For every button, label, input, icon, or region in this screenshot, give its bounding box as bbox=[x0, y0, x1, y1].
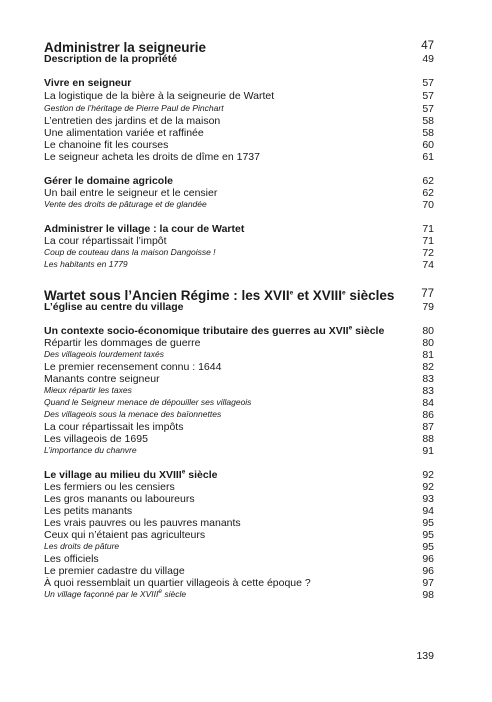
toc-entry-page: 80 bbox=[422, 337, 434, 349]
toc-entry-title: Gérer le domaine agricole bbox=[44, 175, 173, 187]
toc-entry-page: 58 bbox=[422, 127, 434, 139]
toc-entry-page: 62 bbox=[422, 187, 434, 199]
toc-entry-page: 87 bbox=[422, 421, 434, 433]
toc-entry-page: 57 bbox=[422, 77, 434, 89]
toc-entry-title: L’entretien des jardins et de la maison bbox=[44, 115, 221, 127]
toc-entry-title: Coup de couteau dans la maison Dangoisse ! bbox=[44, 247, 216, 257]
title-segment: Wartet sous l’Ancien Régime : les XVII bbox=[44, 288, 290, 303]
toc-entry-title bbox=[44, 589, 186, 599]
toc-entry-page: 80 bbox=[422, 325, 434, 337]
title-segment: Un village façonné par le XVIII bbox=[44, 589, 159, 599]
toc-entry-title: Vivre en seigneur bbox=[44, 77, 132, 89]
toc-entry-title: La cour répartissait les impôts bbox=[44, 421, 184, 433]
toc-entry-page: 71 bbox=[422, 223, 434, 235]
toc-entry-page: 91 bbox=[422, 445, 434, 457]
toc-entry-page: 94 bbox=[422, 505, 434, 517]
toc-entry-title: Description de la propriété bbox=[44, 53, 178, 65]
title-segment: Un contexte socio-économique tributaire des guerres au XVII bbox=[44, 325, 349, 337]
toc-entry-page: 95 bbox=[422, 529, 434, 541]
toc-entry-title: L’importance du chanvre bbox=[44, 445, 137, 455]
toc-entry-page: 96 bbox=[422, 565, 434, 577]
toc-entry-title bbox=[44, 469, 217, 481]
toc-entry-title: Répartir les dommages de guerre bbox=[44, 337, 201, 349]
toc-entry-title: La cour répartissait l’impôt bbox=[44, 235, 167, 247]
toc-entry-title: Les gros manants ou laboureurs bbox=[44, 493, 195, 505]
toc-entry-page: 62 bbox=[422, 175, 434, 187]
title-segment: et XVIII bbox=[293, 288, 342, 303]
toc-entry-page: 92 bbox=[422, 481, 434, 493]
toc-entry-title: L’église au centre du village bbox=[44, 301, 184, 313]
toc-entry-title: Les fermiers ou les censiers bbox=[44, 481, 175, 493]
toc-entry-page: 72 bbox=[422, 247, 434, 259]
toc-entry-title: Gestion de l’héritage de Pierre Paul de Pinchart bbox=[44, 103, 224, 113]
table-of-contents bbox=[44, 0, 434, 702]
toc-entry-page: 95 bbox=[422, 541, 434, 553]
toc-entry-title: À quoi ressemblait un quartier villageois à cette époque ? bbox=[44, 577, 311, 589]
toc-entry-page: 58 bbox=[422, 115, 434, 127]
toc-entry-title: Le seigneur acheta les droits de dîme en 1737 bbox=[44, 151, 260, 163]
superscript-e: e bbox=[181, 468, 186, 476]
title-segment: siècle bbox=[185, 469, 218, 481]
toc-entry-page: 81 bbox=[422, 349, 434, 361]
toc-entry-title: Vente des droits de pâturage et de glandée bbox=[44, 199, 207, 209]
toc-entry-page: 71 bbox=[422, 235, 434, 247]
toc-entry-page: 57 bbox=[422, 90, 434, 102]
toc-entry-title: Des villageois sous la menace des baïonnettes bbox=[44, 409, 222, 419]
toc-entry-title: Administrer la seigneurie bbox=[44, 40, 207, 55]
toc-entry-page: 83 bbox=[422, 373, 434, 385]
toc-entry-title: Administrer le village : la cour de Wartet bbox=[44, 223, 245, 235]
toc-entry-title: Le chanoine fit les courses bbox=[44, 139, 169, 151]
superscript-e: e bbox=[348, 324, 353, 332]
toc-entry-title: Ceux qui n’étaient pas agriculteurs bbox=[44, 529, 206, 541]
toc-entry-page: 84 bbox=[422, 397, 434, 409]
toc-entry-page: 61 bbox=[422, 151, 434, 163]
toc-entry-title: Des villageois lourdement taxés bbox=[44, 349, 165, 359]
page-number: 139 bbox=[416, 650, 434, 662]
toc-entry-title: Quand le Seigneur menace de dépouiller ses villageois bbox=[44, 397, 252, 407]
title-segment: siècles bbox=[345, 288, 395, 303]
toc-entry-page: 83 bbox=[422, 385, 434, 397]
superscript-e: e bbox=[341, 289, 346, 297]
toc-entry-page: 77 bbox=[421, 288, 434, 300]
title-segment: Le village au milieu du XVIII bbox=[44, 469, 182, 481]
toc-entry-page: 88 bbox=[422, 433, 434, 445]
toc-entry-title: Le premier recensement connu : 1644 bbox=[44, 361, 222, 373]
toc-entry-page: 96 bbox=[422, 553, 434, 565]
toc-entry-title: Les petits manants bbox=[44, 505, 133, 517]
toc-entry-page: 79 bbox=[422, 301, 434, 313]
toc-entry-page: 95 bbox=[422, 517, 434, 529]
toc-entry-page: 47 bbox=[421, 40, 434, 52]
toc-entry-title: Les officiels bbox=[44, 553, 99, 565]
title-segment: siècle bbox=[161, 589, 187, 599]
toc-entry-page: 98 bbox=[422, 589, 434, 601]
superscript-e: e bbox=[289, 289, 294, 297]
toc-entry-page: 74 bbox=[422, 259, 434, 271]
toc-entry-title: Les droits de pâture bbox=[44, 541, 120, 551]
toc-entry-page: 70 bbox=[422, 199, 434, 211]
title-segment: siècle bbox=[352, 325, 385, 337]
toc-entry-title bbox=[44, 325, 384, 337]
toc-entry-title: Les vrais pauvres ou les pauvres manants bbox=[44, 517, 241, 529]
toc-entry-page: 86 bbox=[422, 409, 434, 421]
toc-entry-title: Les villageois de 1695 bbox=[44, 433, 148, 445]
toc-entry-page: 97 bbox=[422, 577, 434, 589]
toc-entry-page: 57 bbox=[422, 103, 434, 115]
toc-entry-title: Les habitants en 1779 bbox=[44, 259, 128, 269]
toc-entry-title: Le premier cadastre du village bbox=[44, 565, 185, 577]
toc-entry-page: 93 bbox=[422, 493, 434, 505]
toc-entry-title: Mieux répartir les taxes bbox=[44, 385, 132, 395]
toc-entry-page: 60 bbox=[422, 139, 434, 151]
toc-entry-title: Une alimentation variée et raffinée bbox=[44, 127, 204, 139]
toc-entry-page: 82 bbox=[422, 361, 434, 373]
toc-entry-page: 92 bbox=[422, 469, 434, 481]
toc-entry-title: La logistique de la bière à la seigneurie de Wartet bbox=[44, 90, 275, 102]
toc-entry-title: Un bail entre le seigneur et le censier bbox=[44, 187, 218, 199]
toc-entry-page: 49 bbox=[422, 53, 434, 65]
superscript-e: e bbox=[158, 588, 162, 596]
toc-entry-title: Manants contre seigneur bbox=[44, 373, 160, 385]
